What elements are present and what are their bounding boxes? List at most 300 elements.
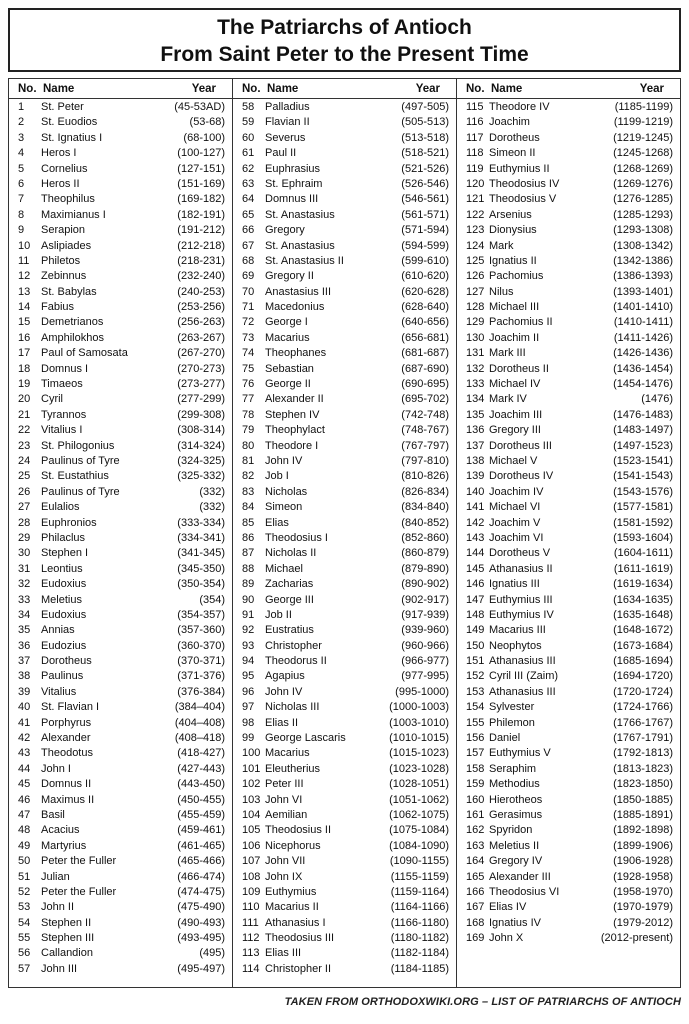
row-name: Severus [265, 131, 306, 144]
row-years: (1159-1164) [390, 885, 449, 898]
row-number: 60 [242, 131, 255, 144]
patriarchs-table [8, 78, 681, 988]
row-number: 116 [466, 116, 484, 129]
row-number: 152 [466, 670, 485, 683]
row-name: Gregory [265, 224, 305, 237]
row-years: (218-231) [177, 254, 225, 267]
row-number: 44 [18, 762, 31, 775]
row-number: 119 [466, 162, 484, 175]
row-number: 165 [466, 870, 485, 883]
row-years: (371-376) [177, 670, 225, 683]
row-number: 101 [242, 762, 261, 775]
table-row [9, 823, 232, 838]
row-number: 68 [242, 254, 255, 267]
row-name: Nicholas II [265, 547, 317, 560]
row-years: (418-427) [177, 747, 225, 760]
row-years: (267-270) [177, 347, 225, 360]
row-years: (546-561) [401, 193, 449, 206]
row-years: (333-334) [177, 516, 225, 529]
row-years: (902-917) [401, 593, 449, 606]
column-rows [457, 99, 680, 961]
row-number: 132 [466, 362, 485, 375]
row-number: 81 [242, 454, 255, 467]
row-years: (1268-1269) [613, 162, 673, 175]
row-years: (879-890) [401, 562, 449, 575]
table-row [9, 300, 232, 315]
row-years: (1075-1084) [389, 824, 449, 837]
row-number: 70 [242, 285, 255, 298]
table-row [457, 900, 680, 915]
row-name: Theodosius I [265, 531, 328, 544]
row-years: (960-966) [401, 639, 449, 652]
row-years: (53-68) [189, 116, 225, 129]
row-name: Michael IV [489, 378, 541, 391]
row-number: 102 [242, 778, 261, 791]
row-number: 121 [466, 193, 485, 206]
row-years: (1619-1634) [613, 578, 673, 591]
row-number: 115 [466, 101, 484, 113]
row-years: (1611-1619) [613, 562, 673, 575]
row-number: 33 [18, 593, 31, 606]
row-number: 15 [18, 316, 31, 329]
table-row [9, 423, 232, 438]
row-years: (1393-1401) [613, 285, 673, 298]
row-years: (594-599) [401, 239, 449, 252]
row-name: Vitalius [41, 685, 77, 698]
row-years: (640-656) [401, 316, 449, 329]
row-number: 98 [242, 716, 255, 729]
row-years: (360-370) [177, 639, 225, 652]
table-row [457, 531, 680, 546]
row-number: 127 [466, 285, 485, 298]
table-row [457, 162, 680, 177]
row-name: Meletius [41, 593, 82, 606]
row-years: (324-325) [177, 454, 225, 467]
row-years: (826-834) [401, 485, 449, 498]
row-number: 95 [242, 670, 255, 683]
table-row [233, 146, 456, 161]
row-number: 148 [466, 608, 485, 621]
row-name: Methodius [489, 778, 540, 791]
row-years: (1084-1090) [389, 839, 449, 852]
row-number: 26 [18, 485, 31, 498]
row-number: 105 [242, 824, 261, 837]
row-number: 130 [466, 331, 485, 344]
row-name: Nicholas [265, 485, 308, 498]
row-number: 147 [466, 593, 485, 606]
row-name: Michael VI [489, 501, 541, 514]
row-years: (834-840) [401, 501, 449, 514]
row-number: 50 [18, 855, 31, 868]
row-number: 88 [242, 562, 255, 575]
table-row [457, 608, 680, 623]
table-row [9, 916, 232, 931]
row-number: 106 [242, 839, 261, 852]
table-row [457, 192, 680, 207]
row-years: (45-53AD) [174, 101, 225, 113]
row-number: 74 [242, 347, 255, 360]
row-number: 16 [18, 331, 31, 344]
row-name: Mark IV [489, 393, 527, 406]
row-years: (890-902) [401, 578, 449, 591]
row-name: Theodore IV [489, 101, 550, 113]
row-number: 117 [466, 131, 484, 144]
table-row [233, 469, 456, 484]
row-name: Peter III [265, 778, 304, 791]
title-line-1: The Patriarchs of Antioch [217, 16, 472, 39]
row-name: Zacharias [265, 578, 314, 591]
row-years: (1906-1928) [613, 855, 673, 868]
table-row [457, 469, 680, 484]
table-row [233, 870, 456, 885]
row-name: Anastasius III [265, 285, 332, 298]
row-name: Joachim V [489, 516, 541, 529]
row-name: Michael [265, 562, 303, 575]
row-number: 124 [466, 239, 485, 252]
table-row [457, 623, 680, 638]
row-years: (354) [199, 593, 225, 606]
row-number: 137 [466, 439, 485, 452]
row-years: (461-465) [177, 839, 225, 852]
row-years: (1436-1454) [613, 362, 673, 375]
table-row [233, 916, 456, 931]
row-name: Nicephorus [265, 839, 321, 852]
table-row [233, 177, 456, 192]
row-number: 13 [18, 285, 31, 298]
row-number: 20 [18, 393, 31, 406]
row-number: 61 [242, 147, 255, 160]
row-years: (334-341) [177, 531, 225, 544]
table-row [457, 269, 680, 284]
table-row [233, 423, 456, 438]
row-number: 47 [18, 808, 31, 821]
table-row [9, 669, 232, 684]
row-number: 92 [242, 624, 255, 637]
row-name: St. Ephraim [265, 177, 323, 190]
row-name: Stephen III [41, 932, 95, 945]
row-years: (695-702) [401, 393, 449, 406]
row-years: (505-513) [401, 116, 449, 129]
row-name: Theodosius III [265, 932, 335, 945]
row-number: 133 [466, 378, 485, 391]
table-row [9, 469, 232, 484]
row-name: Serapion [41, 224, 86, 237]
row-years: (1850-1885) [613, 793, 673, 806]
row-years: (1062-1075) [389, 808, 449, 821]
table-row [233, 716, 456, 731]
row-number: 27 [18, 501, 31, 514]
row-years: (1541-1543) [613, 470, 673, 483]
table-row [233, 623, 456, 638]
table-row [233, 808, 456, 823]
column-header [9, 79, 232, 99]
row-name: St. Flavian I [41, 701, 100, 714]
row-years: (681-687) [401, 347, 449, 360]
row-name: Seraphim [489, 762, 537, 775]
row-name: St. Peter [41, 101, 84, 113]
table-row [233, 946, 456, 961]
row-name: Paul II [265, 147, 297, 160]
row-years: (1199-1219) [613, 116, 673, 129]
row-years: (354-357) [177, 608, 225, 621]
row-name: Pachomius II [489, 316, 553, 329]
row-years: (1411-1426) [613, 331, 673, 344]
row-number: 58 [242, 101, 255, 113]
table-row [233, 285, 456, 300]
row-number: 114 [242, 962, 260, 975]
row-years: (1823-1850) [613, 778, 673, 791]
row-name: Amphilokhos [41, 331, 104, 344]
row-name: George III [265, 593, 314, 606]
row-years: (1185-1199) [614, 101, 673, 113]
row-years: (455-459) [177, 808, 225, 821]
row-years: (1269-1276) [613, 177, 673, 190]
table-row [233, 839, 456, 854]
table-row [233, 392, 456, 407]
table-row [9, 115, 232, 130]
row-number: 57 [18, 962, 31, 975]
row-name: Daniel [489, 732, 521, 745]
row-name: Tyrannos [41, 408, 87, 421]
row-name: Callandion [41, 947, 93, 960]
row-number: 123 [466, 224, 485, 237]
row-years: (1543-1576) [613, 485, 673, 498]
row-name: Athanasius III [489, 685, 556, 698]
row-name: Simeon [265, 501, 303, 514]
table-row [233, 746, 456, 761]
table-row [233, 408, 456, 423]
row-name: Theodosius II [265, 824, 332, 837]
row-number: 5 [18, 162, 25, 175]
row-number: 31 [18, 562, 31, 575]
table-row [457, 885, 680, 900]
row-years: (253-256) [177, 301, 225, 314]
row-years: (767-797) [401, 439, 449, 452]
row-years: (332) [199, 501, 225, 514]
row-name: Peter the Fuller [41, 885, 117, 898]
table-row [457, 315, 680, 330]
row-number: 139 [466, 470, 485, 483]
row-name: Euphronios [41, 516, 97, 529]
row-years: (495) [199, 947, 225, 960]
table-row [9, 223, 232, 238]
table-row [9, 208, 232, 223]
row-name: Dorotheus IV [489, 470, 554, 483]
table-row [233, 885, 456, 900]
table-row [233, 777, 456, 792]
row-number: 118 [466, 147, 484, 160]
row-name: Eudozius [41, 639, 87, 652]
table-row [233, 439, 456, 454]
table-row [9, 315, 232, 330]
row-number: 28 [18, 516, 31, 529]
table-row [457, 239, 680, 254]
row-name: Nicholas III [265, 701, 320, 714]
table-row [457, 639, 680, 654]
row-years: (1892-1898) [613, 824, 673, 837]
row-years: (1792-1813) [613, 747, 673, 760]
table-row [457, 423, 680, 438]
table-row [9, 239, 232, 254]
row-name: Theophilus [41, 193, 95, 206]
row-number: 80 [242, 439, 255, 452]
row-name: George I [265, 316, 308, 329]
title-box [8, 8, 681, 72]
table-row [233, 223, 456, 238]
row-name: St. Babylas [41, 285, 97, 298]
table-row [233, 131, 456, 146]
table-row [457, 546, 680, 561]
table-row [9, 254, 232, 269]
row-name: Fabius [41, 301, 75, 314]
row-number: 12 [18, 270, 31, 283]
row-number: 1 [18, 101, 25, 113]
table-row [457, 362, 680, 377]
table-row [457, 285, 680, 300]
row-years: (270-273) [177, 362, 225, 375]
table-row [233, 162, 456, 177]
table-row [233, 931, 456, 946]
row-name: Julian [41, 870, 70, 883]
row-years: (1523-1541) [613, 454, 673, 467]
table-row [233, 269, 456, 284]
row-number: 94 [242, 655, 255, 668]
row-years: (475-490) [177, 901, 225, 914]
row-name: Ignatius IV [489, 916, 541, 929]
table-row [9, 870, 232, 885]
row-years: (490-493) [177, 916, 225, 929]
table-row [233, 793, 456, 808]
row-years: (151-169) [177, 177, 225, 190]
row-name: Ignatius II [489, 254, 537, 267]
row-number: 22 [18, 424, 31, 437]
table-row [9, 808, 232, 823]
row-number: 104 [242, 808, 261, 821]
table-column-2 [232, 79, 456, 987]
table-row [9, 331, 232, 346]
row-years: (495-497) [177, 962, 225, 975]
row-number: 66 [242, 224, 255, 237]
row-name: Elias [265, 516, 289, 529]
row-name: Domnus II [41, 778, 92, 791]
row-number: 91 [242, 608, 255, 621]
row-years: (995-1000) [395, 685, 449, 698]
row-name: Macarius III [489, 624, 546, 637]
table-row [9, 100, 232, 115]
table-row [457, 700, 680, 715]
table-row [457, 577, 680, 592]
row-years: (1090-1155) [389, 855, 449, 868]
row-number: 76 [242, 378, 255, 391]
table-row [9, 531, 232, 546]
row-name: Pachomius [489, 270, 544, 283]
row-number: 163 [466, 839, 485, 852]
table-row [9, 762, 232, 777]
row-name: Job II [265, 608, 292, 621]
table-row [457, 839, 680, 854]
row-name: Cyril [41, 393, 63, 406]
row-name: Stephen II [41, 916, 92, 929]
row-name: Nilus [489, 285, 514, 298]
row-number: 157 [466, 747, 485, 760]
table-row [9, 408, 232, 423]
row-name: Elias III [265, 947, 302, 960]
header-name: Name [267, 82, 299, 95]
row-years: (408–418) [174, 732, 225, 745]
table-row [233, 685, 456, 700]
table-row [233, 300, 456, 315]
row-years: (100-127) [177, 147, 225, 160]
row-number: 145 [466, 562, 485, 575]
row-name: Spyridon [489, 824, 533, 837]
table-row [457, 346, 680, 361]
row-number: 126 [466, 270, 485, 283]
row-name: John X [489, 932, 524, 945]
row-name: George Lascaris [265, 732, 346, 745]
row-number: 162 [466, 824, 485, 837]
table-row [233, 346, 456, 361]
column-header [233, 79, 456, 99]
row-name: Joachim II [489, 331, 540, 344]
row-number: 71 [242, 301, 255, 314]
row-number: 48 [18, 824, 31, 837]
row-name: Euphrasius [265, 162, 321, 175]
table-row [457, 746, 680, 761]
row-number: 43 [18, 747, 31, 760]
row-years: (742-748) [401, 408, 449, 421]
row-number: 108 [242, 870, 261, 883]
row-years: (427-443) [177, 762, 225, 775]
header-name: Name [43, 82, 75, 95]
table-row [457, 485, 680, 500]
table-row [233, 531, 456, 546]
row-number: 75 [242, 362, 255, 375]
row-number: 96 [242, 685, 255, 698]
table-row [457, 408, 680, 423]
row-years: (277-299) [177, 393, 225, 406]
table-row [457, 115, 680, 130]
table-row [9, 500, 232, 515]
row-number: 85 [242, 516, 255, 529]
row-years: (840-852) [401, 516, 449, 529]
table-row [457, 439, 680, 454]
row-number: 156 [466, 732, 485, 745]
row-name: Demetrianos [41, 316, 104, 329]
table-row [9, 485, 232, 500]
row-number: 84 [242, 501, 255, 514]
row-years: (384–404) [174, 701, 225, 714]
row-number: 32 [18, 578, 31, 591]
row-name: Stephen IV [265, 408, 320, 421]
row-years: (127-151) [177, 162, 225, 175]
row-years: (466-474) [177, 870, 225, 883]
row-years: (443-450) [177, 778, 225, 791]
row-number: 134 [466, 393, 485, 406]
table-row [9, 593, 232, 608]
row-name: Paul of Samosata [41, 347, 128, 360]
row-years: (610-620) [401, 270, 449, 283]
row-years: (1635-1648) [613, 608, 673, 621]
row-name: Porphyrus [41, 716, 92, 729]
row-name: Elias IV [489, 901, 527, 914]
row-number: 63 [242, 177, 255, 190]
row-number: 18 [18, 362, 31, 375]
row-number: 19 [18, 378, 31, 391]
row-years: (1766-1767) [613, 716, 673, 729]
row-number: 8 [18, 208, 25, 221]
row-name: Ignatius III [489, 578, 540, 591]
table-row [233, 115, 456, 130]
